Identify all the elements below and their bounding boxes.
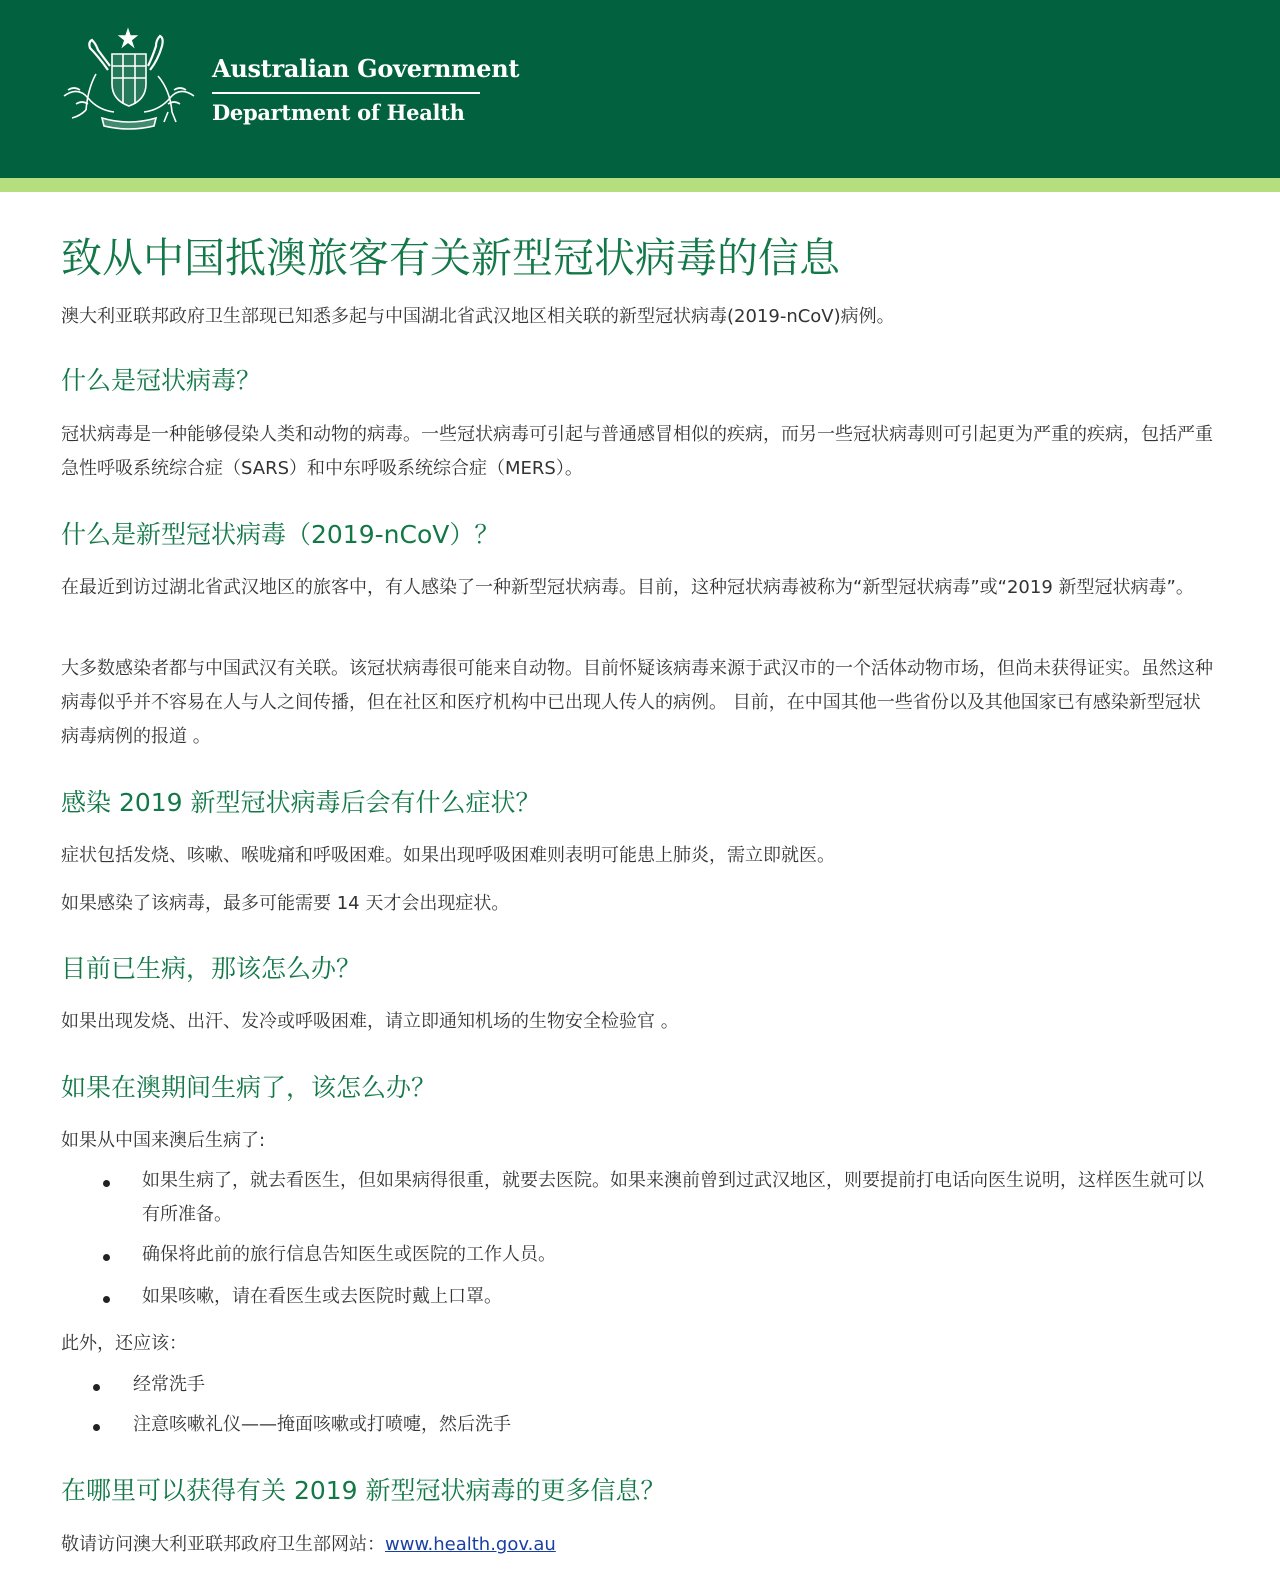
bullet-icon	[103, 1296, 110, 1303]
section-paragraph: 症状包括发烧、咳嗽、喉咙痛和呼吸困难。如果出现呼吸困难则表明可能患上肺炎，需立即就医。	[61, 845, 835, 866]
list-item: 经常洗手	[133, 1374, 205, 1395]
more-info-paragraph	[61, 1528, 1216, 1562]
department-name: Department of Health	[212, 100, 465, 125]
government-name: Australian Government	[212, 54, 520, 83]
header-stripe	[0, 178, 1280, 192]
bullet-icon	[103, 1180, 110, 1187]
coat-of-arms-icon	[58, 26, 200, 132]
section-heading-novel-coronavirus: 什么是新型冠状病毒（2019-nCoV）？	[61, 520, 500, 549]
page-title: 致从中国抵澳旅客有关新型冠状病毒的信息	[61, 234, 840, 282]
section-paragraph: 如果出现发烧、出汗、发冷或呼吸困难，请立即通知机场的生物安全检验官 。	[61, 1011, 679, 1032]
list-item: 确保将此前的旅行信息告知医生或医院的工作人员。	[142, 1244, 556, 1265]
bullet-icon	[93, 1384, 100, 1391]
section-paragraph: 在最近到访过湖北省武汉地区的旅客中，有人感染了一种新型冠状病毒。目前，这种冠状病毒被称为“新型冠状病毒”或“2019 新型冠状病毒”。	[61, 577, 1194, 598]
list-lead: 此外，还应该：	[61, 1333, 187, 1354]
list-lead: 如果从中国来澳后生病了:	[61, 1130, 266, 1151]
list-item: 如果生病了，就去看医生，但如果病得很重，就要去医院。如果来澳前曾到过武汉地区，则要提前打电话向医生说明，这样医生就可以有所准备。	[142, 1170, 1204, 1225]
section-heading-already-sick: 目前已生病，那该怎么办？	[61, 954, 362, 983]
section-paragraph: 冠状病毒是一种能够侵染人类和动物的病毒。一些冠状病毒可引起与普通感冒相似的疾病，而另一些冠状病毒则可引起更为严重的疾病，包括严重急性呼吸系统综合症（SARS）和中东呼吸系统综合症（MERS）。	[61, 424, 1213, 479]
section-heading-coronavirus: 什么是冠状病毒？	[61, 366, 262, 395]
bullet-icon	[93, 1424, 100, 1431]
list-item: 如果咳嗽，请在看医生或去医院时戴上口罩。	[142, 1286, 502, 1307]
header-band	[0, 0, 1280, 178]
section-paragraph: 如果感染了该病毒，最多可能需要 14 天才会出现症状。	[61, 893, 510, 914]
section-heading-symptoms: 感染 2019 新型冠状病毒后会有什么症状？	[61, 788, 541, 817]
section-paragraph: 大多数感染者都与中国武汉有关联。该冠状病毒很可能来自动物。目前怀疑该病毒来源于武汉市的一个活体动物市场，但尚未获得证实。虽然这种病毒似乎并不容易在人与人之间传播，但在社区和医疗机构中已出现人传人的病例。 目前，在中国其他一些省份以及其他国家已有感染新型冠状病毒病例的报道 。	[61, 658, 1213, 747]
more-info-text: 敬请访问澳大利亚联邦政府卫生部网站：	[61, 1534, 385, 1555]
section-heading-sick-in-australia: 如果在澳期间生病了，该怎么办？	[61, 1073, 437, 1102]
header-divider	[212, 92, 480, 94]
bullet-icon	[103, 1254, 110, 1261]
section-heading-more-info: 在哪里可以获得有关 2019 新型冠状病毒的更多信息？	[61, 1476, 666, 1505]
intro-paragraph: 澳大利亚联邦政府卫生部现已知悉多起与中国湖北省武汉地区相关联的新型冠状病毒(2019-nCoV)病例。	[61, 306, 895, 327]
health-website-link[interactable]: www.health.gov.au	[385, 1534, 556, 1555]
list-item: 注意咳嗽礼仪——掩面咳嗽或打喷嚏，然后洗手	[133, 1414, 511, 1435]
